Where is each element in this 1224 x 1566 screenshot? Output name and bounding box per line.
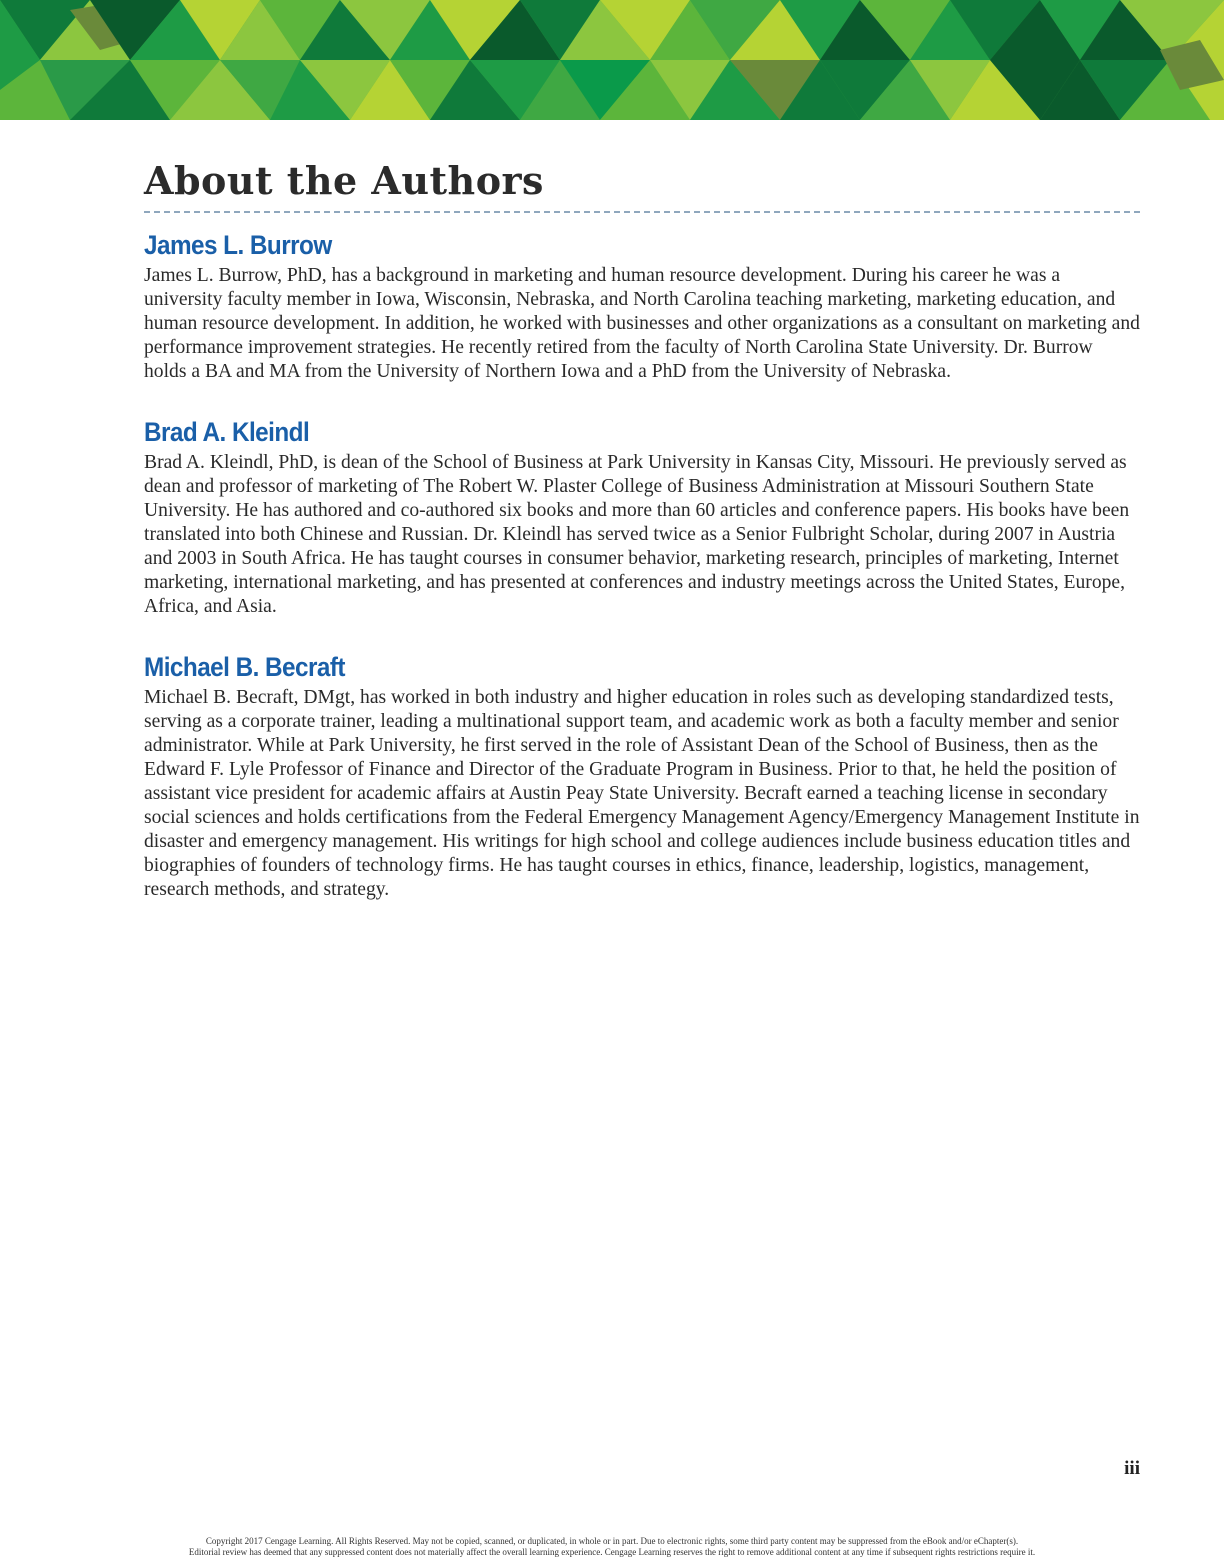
author-name: Brad A. Kleindl [144, 417, 310, 447]
page-title: About the Authors [144, 158, 544, 203]
author-bio: Brad A. Kleindl, PhD, is dean of the School of Business at Park University in Kansas City, Missouri. He previously served as dean and professor of marketing of The Robert W. Plaster College of Business Administration at Missouri Southern State University. He has authored and co-authored six books and more than 60 articles and conference papers. His books have been translated into both Chinese and Russian. Dr. Kleindl has served twice as a Senior Fulbright Scholar, during 2007 in Austria and 2003 in South Africa. He has taught courses in consumer behavior, marketing research, principles of marketing, Internet marketing, international marketing, and has presented at conferences and industry meetings across the United States, Europe, Africa, and Asia. [144, 452, 1130, 617]
author-section-becraft [144, 649, 1140, 902]
author-name: James L. Burrow [144, 230, 332, 260]
copyright-line: Copyright 2017 Cengage Learning. All Rights Reserved. May not be copied, scanned, or duplicated, in whole or in part. Due to electronic rights, some third party content may be suppressed from the eBook and/or eChapter(s). [205, 1536, 1019, 1546]
author-section-burrow [144, 227, 1140, 384]
main-content [144, 155, 1140, 902]
author-section-kleindl [144, 414, 1140, 619]
page-number: iii [1124, 1458, 1140, 1479]
copyright-notice [0, 1536, 1224, 1558]
geometric-pattern-graphic [0, 0, 1224, 120]
title-divider [144, 211, 1140, 213]
author-bio: James L. Burrow, PhD, has a background in marketing and human resource development. During his career he was a university faculty member in Iowa, Wisconsin, Nebraska, and North Carolina teaching marketing, marketing education, and human resource development. In addition, he worked with businesses and other organizations as a consultant on marketing and performance improvement strategies. He recently retired from the faculty of North Carolina State University. Dr. Burrow holds a BA and MA from the University of Northern Iowa and a PhD from the University of Nebraska. [144, 265, 1140, 382]
author-bio: Michael B. Becraft, DMgt, has worked in both industry and higher education in roles such as developing standardized tests, serving as a corporate trainer, leading a multinational support team, and academic work as both a faculty member and senior administrator. While at Park University, he first served in the role of Assistant Dean of the School of Business, then as the Edward F. Lyle Professor of Finance and Director of the Graduate Program in Business. Prior to that, he held the position of assistant vice president for academic affairs at Austin Peay State University. Becraft earned a teaching license in secondary social sciences and holds certifications from the Federal Emergency Management Agency/Emergency Management Institute in disaster and emergency management. His writings for high school and college audiences include business education titles and biographies of founders of technology firms. He has taught courses in ethics, finance, leadership, logistics, management, research methods, and strategy. [144, 687, 1140, 900]
copyright-line: Editorial review has deemed that any suppressed content does not materially affect the overall learning experience. Cengage Learning reserves the right to remove additional content at any time if subsequent rights restrictions require it. [188, 1547, 1036, 1557]
author-name: Michael B. Becraft [144, 652, 345, 682]
decorative-green-banner [0, 0, 1224, 120]
